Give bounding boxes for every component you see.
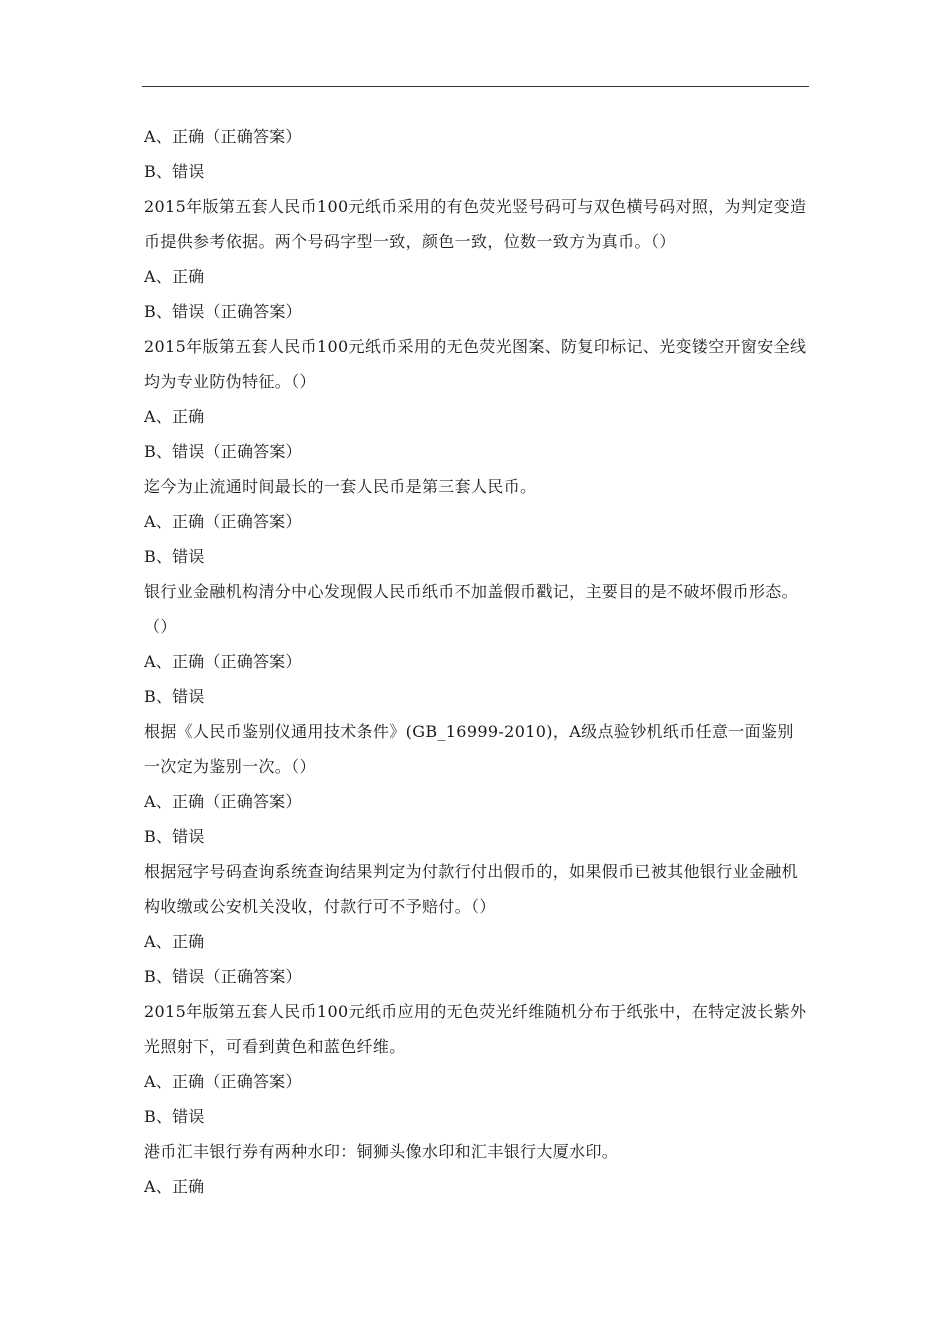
answer-option: B、错误 bbox=[144, 547, 205, 566]
answer-option: A、正确（正确答案） bbox=[144, 127, 302, 146]
answer-option: A、正确 bbox=[144, 932, 205, 951]
question-text: 2015年版第五套人民币100元纸币采用的有色荧光竖号码可与双色横号码对照，为判定变造币提供参考依据。两个号码字型一致，颜色一致，位数一致方为真币。（） bbox=[144, 197, 807, 251]
question-list bbox=[144, 119, 810, 1204]
answer-option: A、正确（正确答案） bbox=[144, 512, 302, 531]
answer-option: B、错误 bbox=[144, 827, 205, 846]
answer-option: A、正确（正确答案） bbox=[144, 792, 302, 811]
question-text: 根据冠字号码查询系统查询结果判定为付款行付出假币的，如果假币已被其他银行业金融机构收缴或公安机关没收，付款行可不予赔付。（） bbox=[144, 862, 799, 916]
question-text: 银行业金融机构清分中心发现假人民币纸币不加盖假币戳记，主要目的是不破坏假币形态。（） bbox=[144, 582, 799, 636]
answer-option: B、错误 bbox=[144, 1107, 205, 1126]
answer-option: A、正确（正确答案） bbox=[144, 1072, 302, 1091]
header-rule bbox=[142, 86, 809, 87]
answer-option: B、错误 bbox=[144, 162, 205, 181]
answer-option: B、错误（正确答案） bbox=[144, 967, 302, 986]
answer-option: B、错误（正确答案） bbox=[144, 302, 302, 321]
answer-option: A、正确 bbox=[144, 267, 205, 286]
question-text: 2015年版第五套人民币100元纸币采用的无色荧光图案、防复印标记、光变镂空开窗安全线均为专业防伪特征。（） bbox=[144, 337, 807, 391]
question-text: 2015年版第五套人民币100元纸币应用的无色荧光纤维随机分布于纸张中，在特定波长紫外光照射下，可看到黄色和蓝色纤维。 bbox=[144, 1002, 807, 1056]
question-text: 港币汇丰银行券有两种水印：铜狮头像水印和汇丰银行大厦水印。 bbox=[144, 1142, 619, 1161]
answer-option: B、错误 bbox=[144, 687, 205, 706]
question-text: 根据《人民币鉴别仪通用技术条件》(GB_16999-2010)，A级点验钞机纸币任意一面鉴别一次定为鉴别一次。（） bbox=[144, 722, 794, 776]
answer-option: A、正确（正确答案） bbox=[144, 652, 302, 671]
question-text: 迄今为止流通时间最长的一套人民币是第三套人民币。 bbox=[144, 477, 537, 496]
answer-option: A、正确 bbox=[144, 407, 205, 426]
answer-option: B、错误（正确答案） bbox=[144, 442, 302, 461]
answer-option: A、正确 bbox=[144, 1177, 205, 1196]
